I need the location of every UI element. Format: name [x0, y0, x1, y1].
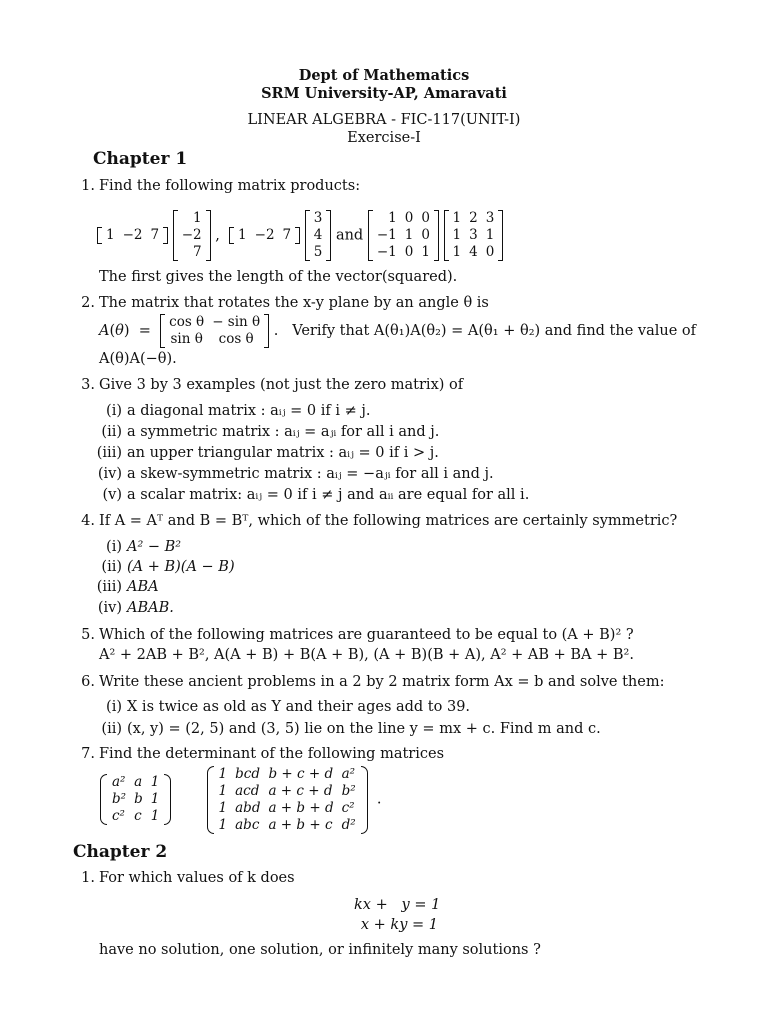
q6-item: (i) X is twice as old as Y and their ages add to 39.	[106, 699, 471, 715]
determinant-matrices: a² a 1 b² b 1 c² c 1 1 bcd b + c + d a² 1 acd a + c + d b² 1 abd a + b + d c² 1 abc a + b + c d² .	[100, 766, 381, 834]
verify-text: Verify that A(θ₁)A(θ₂) = A(θ₁ + θ₂) and find the value of	[292, 322, 697, 339]
q2-1-end: have no solution, one solution, or infinitely many solutions ?	[99, 942, 541, 958]
column-vector-2: 3 4 5	[305, 210, 332, 261]
q3-item: (iv) a skew-symmetric matrix : aᵢⱼ = −aⱼᵢ for all i and j.	[97, 466, 494, 482]
q4-item: (iv) ABAB.	[97, 600, 174, 616]
rotation-matrix: cos θ − sin θ sin θ cos θ	[160, 314, 269, 348]
matrix-4x4: 1 bcd b + c + d a² 1 acd a + c + d b² 1 abd a + b + d c² 1 abc a + b + c d²	[207, 766, 368, 834]
matrix-products-line: 1 −2 7 1 −2 7 , 1 −2 7 3 4 5 and 1 0 0 −1 1 0 −1 0 1 1 2 3 1 3 1 1 4 0	[97, 210, 503, 261]
q3-item: (i) a diagonal matrix : aᵢⱼ = 0 if i ≠ j.	[106, 403, 371, 419]
q5-options: A² + 2AB + B², A(A + B) + B(A + B), (A + B)(B + A), A² + AB + BA + B².	[99, 647, 634, 663]
q3-item: (ii) a symmetric matrix : aᵢⱼ = aⱼᵢ for all i and j.	[101, 424, 440, 440]
matrix-3x3: a² a 1 b² b 1 c² c 1	[100, 774, 171, 825]
rotation-matrix-line: A(θ) = cos θ − sin θ sin θ cos θ . Verify that A(θ₁)A(θ₂) = A(θ₁ + θ₂) and find the value of	[99, 314, 697, 347]
column-vector-1: 1 −2 7	[173, 210, 211, 261]
q4-item: (i) A² − B²	[106, 539, 182, 555]
matrix-right: 1 2 3 1 3 1 1 4 0	[444, 210, 504, 261]
equation-2: x + ky = 1	[360, 917, 438, 933]
row-vector-1: 1 −2 7	[97, 227, 168, 244]
q3-item: (v) a scalar matrix: aᵢⱼ = 0 if i ≠ j and aᵢᵢ are equal for all i.	[102, 487, 530, 503]
q1-note: The first gives the length of the vector(squared).	[99, 269, 458, 285]
q6-item: (ii) (x, y) = (2, 5) and (3, 5) lie on the line y = mx + c. Find m and c.	[101, 721, 601, 737]
q4-item: (iii) ABA	[96, 579, 159, 595]
university-title: SRM University-AP, Amaravati	[261, 85, 507, 102]
question-text: Find the following matrix products:	[99, 178, 361, 194]
matrix-left: 1 0 0 −1 1 0 −1 0 1	[368, 210, 439, 261]
chapter-1-heading: Chapter 1	[93, 149, 188, 169]
chapter-2-heading: Chapter 2	[73, 842, 168, 862]
exercise-title: Exercise-I	[347, 130, 421, 146]
q2-end: A(θ)A(−θ).	[99, 351, 177, 367]
and-word: and	[335, 227, 364, 244]
exercise-page: Dept of Mathematics SRM University-AP, Amaravati LINEAR ALGEBRA - FIC-117(UNIT-I) Exercise-I Chapter 1 1. Find the following matrix products: 1 −2 7 1 −2 7 , 1 −2 7 3 4 5 and 1 0 0 −1 1 0 −1 0 1 1 2 3 1 3 1 1 4 0 The first gives the length of the vector(squared). 2. The matrix that rotates the x-y plane by an angle θ is A(θ) = cos θ − sin θ sin θ cos θ . Verify that A(θ₁)A(θ₂) = A(θ₁ + θ₂) and find the value of A(θ)A(−θ). 3. Give 3 by 3 examples (not just the zero matrix) of (i) a diagonal matrix : aᵢⱼ = 0 if i ≠ j. (ii) a symmetric matrix : aᵢⱼ = aⱼᵢ for all i and j. (iii) an upper triangular matrix : aᵢⱼ = 0 if i > j. (iv) a skew-symmetric matrix : aᵢⱼ = −aⱼᵢ for all i and j. (v) a scalar matrix: aᵢⱼ = 0 if i ≠ j and aᵢᵢ are equal for all i. 4. If A = Aᵀ and B = Bᵀ, which of the following matrices are certainly symmetric? (i) A² − B² (ii) (A + B)(A − B) (iii) ABA (iv) ABAB. 5. Which of the following matrices are guaranteed to be equal to (A + B)² ? A² + 2AB + B², A(A + B) + B(A + B), (A + B)(B + A), A² + AB + BA + B². 6. Write these ancient problems in a 2 by 2 matrix form Ax = b and solve them: (i) X is twice as old as Y and their ages add to 39. (ii) (x, y) = (2, 5) and (3, 5) lie on the line y = mx + c. Find m and c. 7. Find the determinant of the following matrices a² a 1 b² b 1 c² c 1 1 bcd b + c + d a² 1 acd a + c + d b² 1 abd a + b + d c² 1 abc a + b + c d² . Chapter 2 1. For which values of k does kx + y = 1 x + ky = 1 have no solution, one solution, or infinitely many solutions ?	[0, 0, 768, 1024]
q4-item: (ii) (A + B)(A − B)	[101, 559, 235, 575]
question-number: 1.	[81, 178, 95, 194]
equation-1: kx + y = 1	[354, 897, 441, 913]
course-title: LINEAR ALGEBRA - FIC-117(UNIT-I)	[247, 112, 521, 128]
q3-item: (iii) an upper triangular matrix : aᵢⱼ = 0 if i > j.	[96, 445, 439, 461]
dept-title: Dept of Mathematics	[298, 67, 470, 84]
row-vector-2: 1 −2 7	[229, 227, 300, 244]
